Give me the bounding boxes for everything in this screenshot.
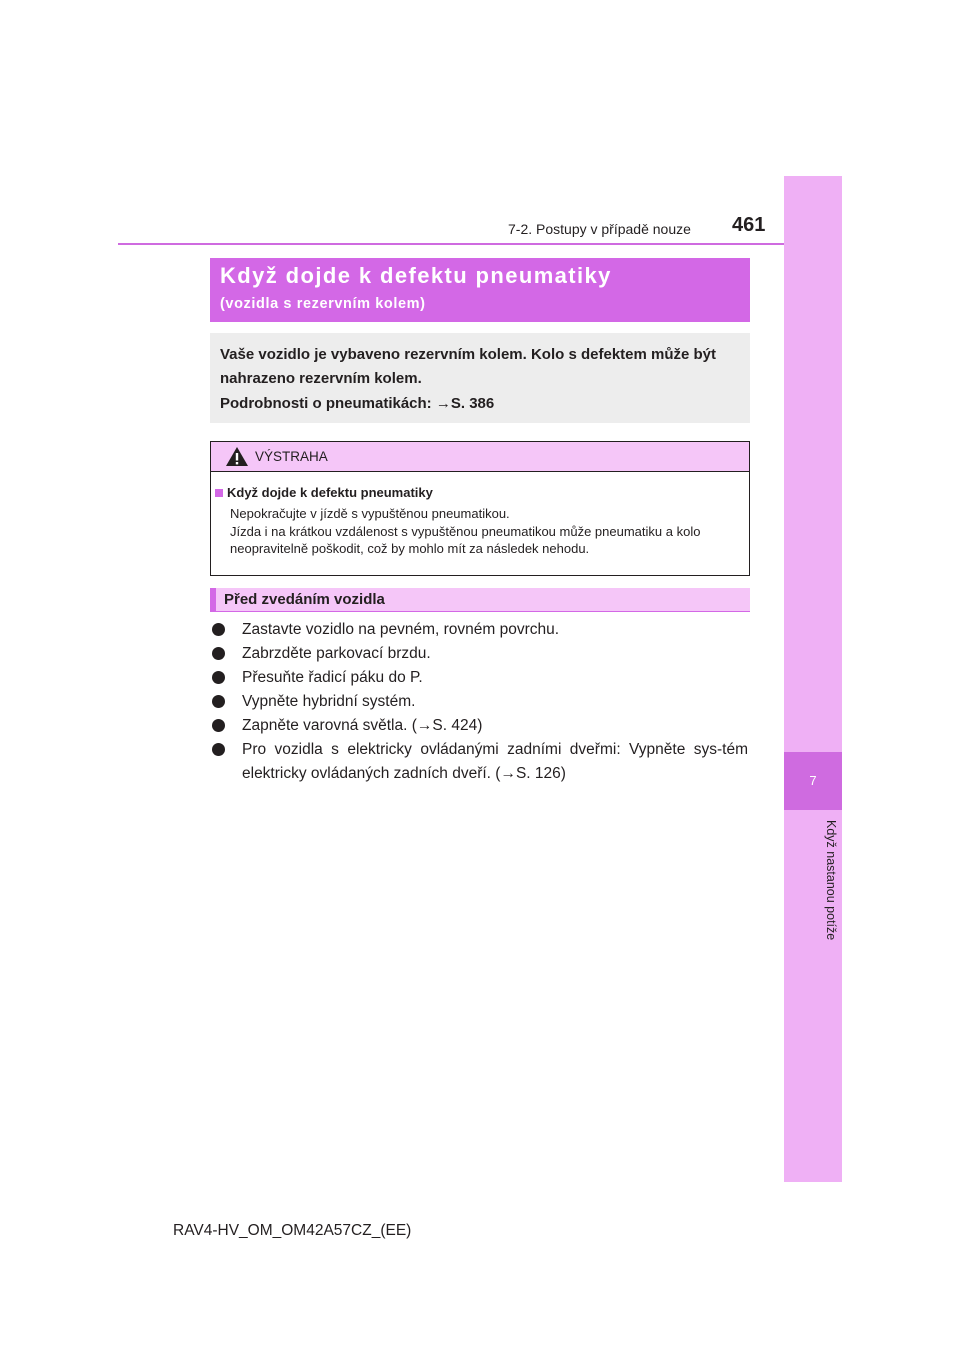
bullet-dot-icon	[212, 695, 225, 708]
list-item	[212, 618, 748, 642]
list-item	[212, 714, 748, 738]
warning-item-text: Nepokračujte v jízdě s vypuštěnou pneumatikou. Jízda i na krátkou vzdálenost s vypuštěnou pneumatikou může pneumatiku a kolo neopravitelně poškodit, což by mohlo mít za následek nehodu.	[230, 506, 701, 556]
step-text: Přesuňte řadicí páku do P.	[242, 669, 423, 686]
warning-triangle-icon	[225, 446, 249, 467]
page-subtitle: (vozidla s rezervním kolem)	[220, 296, 426, 312]
page-title: Když dojde k defektu pneumatiky	[220, 263, 612, 288]
warning-header	[211, 442, 749, 472]
list-item	[212, 738, 748, 786]
chapter-number: 7	[809, 773, 817, 788]
warning-item-title: Když dojde k defektu pneumatiky	[227, 485, 433, 500]
section-heading	[210, 588, 750, 612]
step-text: Vypněte hybridní systém.	[242, 693, 416, 710]
intro-reference	[220, 395, 494, 412]
chapter-number-tab	[784, 752, 842, 810]
page-title-banner	[210, 258, 750, 322]
step-text: Zabrzděte parkovací brzdu.	[242, 645, 431, 662]
steps-list	[212, 618, 748, 786]
intro-text: Vaše vozidlo je vybaveno rezervním kolem. Kolo s defektem může být nahrazeno rezervním kolem.	[220, 346, 717, 387]
section-heading-accent	[210, 588, 216, 611]
step-text: Zapněte varovná světla. (→S. 424)	[242, 717, 483, 734]
intro-box	[210, 333, 750, 423]
bullet-dot-icon	[212, 743, 225, 756]
bullet-dot-icon	[212, 623, 225, 636]
step-text: Zastavte vozidlo na pevném, rovném povrchu.	[242, 621, 560, 638]
warning-box	[210, 441, 750, 576]
intro-reference-link[interactable]: S. 386	[450, 395, 495, 412]
header-rule	[118, 243, 784, 245]
step-text: Pro vozidla s elektricky ovládanými zadními dveřmi: Vypněte sys-tém elektricky ovládaných zadních dveří. (→S. 126)	[242, 741, 748, 782]
warning-item-heading	[215, 485, 433, 500]
chapter-title-vertical: Když nastanou potíže	[824, 820, 838, 941]
warning-label: VÝSTRAHA	[255, 449, 328, 464]
bullet-dot-icon	[212, 671, 225, 684]
chapter-side-tab	[784, 176, 842, 1182]
document-code-footer: RAV4-HV_OM_OM42A57CZ_(EE)	[173, 1222, 412, 1239]
intro-reference-prefix: Podrobnosti o pneumatikách:	[220, 395, 436, 412]
list-item	[212, 642, 748, 666]
arrow-icon: →	[435, 395, 451, 412]
bullet-dot-icon	[212, 647, 225, 660]
running-header-section: 7-2. Postupy v případě nouze	[508, 221, 691, 237]
section-heading-text: Před zvedáním vozidla	[224, 591, 385, 608]
list-item	[212, 690, 748, 714]
page-number: 461	[732, 214, 766, 236]
square-bullet-icon	[215, 489, 223, 497]
list-item	[212, 666, 748, 690]
bullet-dot-icon	[212, 719, 225, 732]
